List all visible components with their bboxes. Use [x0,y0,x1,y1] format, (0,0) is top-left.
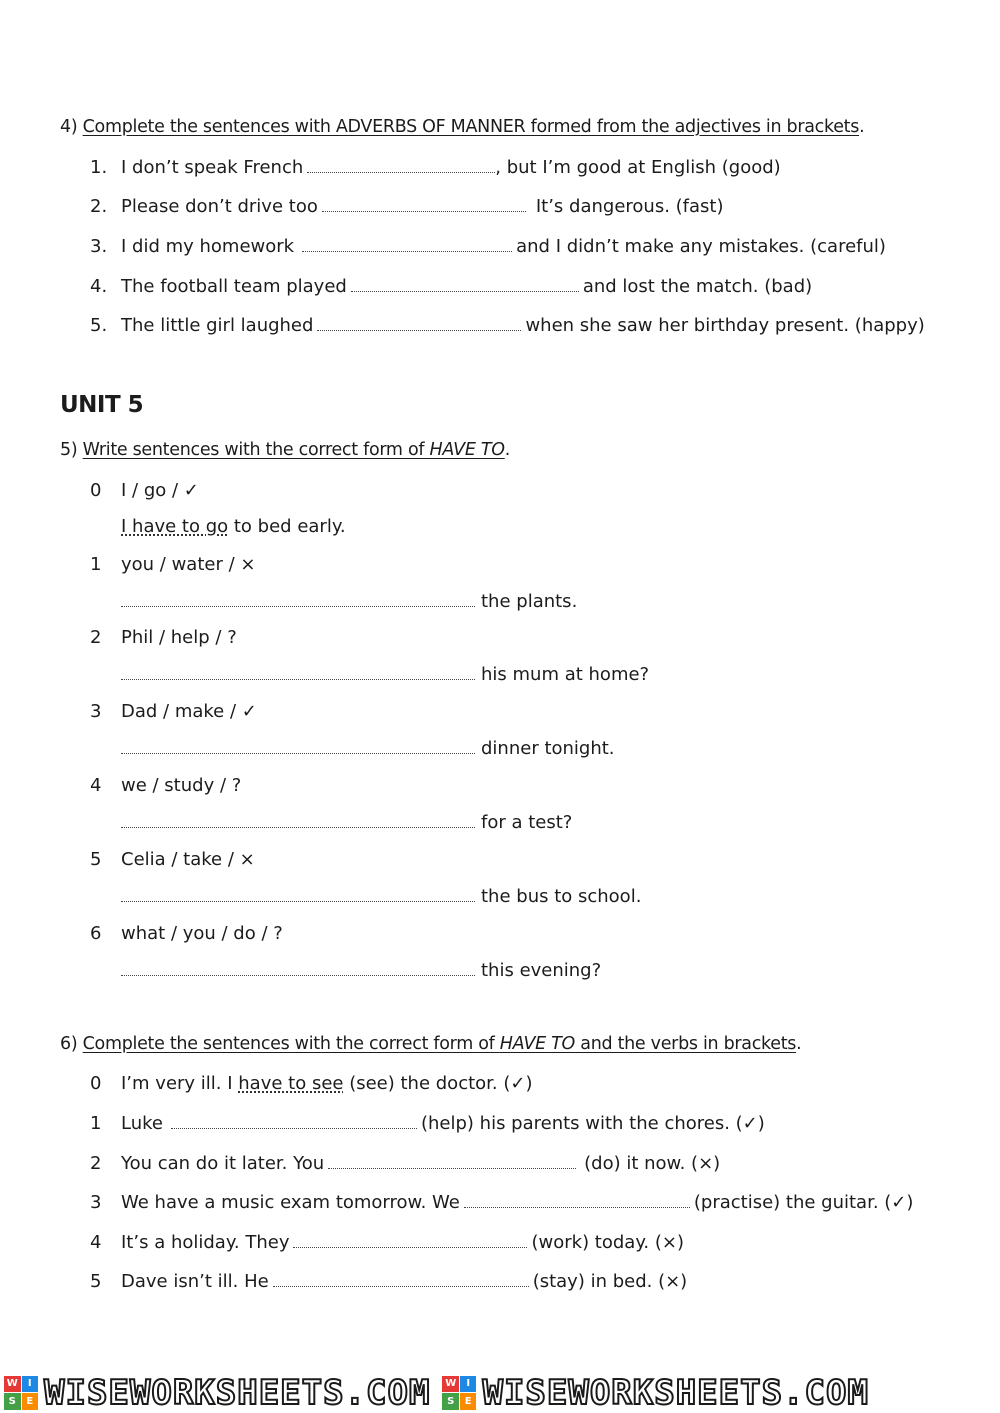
item-text-after: when she saw her birthday present. (happy) [525,315,925,336]
item-text-before: We have a music exam tomorrow. We [121,1192,460,1213]
example-answer: I have to go [121,516,229,537]
item-number: 3 [90,1192,102,1213]
item-text-before: The little girl laughed [121,315,314,336]
item-text-after: (practise) the guitar. (✓) [693,1192,914,1213]
exercise-6-number: 6) [60,1034,78,1054]
item-text-before: Please don’t drive too [121,196,318,217]
exercise-5-period: . [504,440,510,460]
brand-text: WISEWORKSHEETS.COM [482,1372,869,1413]
item-ending: this evening? [481,960,602,981]
item-number: 2. [90,196,108,217]
brand-logo-2 [442,1373,876,1413]
item-number: 2 [90,627,102,648]
answer-blank[interactable] [171,1127,417,1129]
exercise-4-instruction: Complete the sentences with ADVERBS OF MANNER formed from the adjectives in brackets [82,117,860,137]
item-ending: the bus to school. [481,886,642,907]
item-prompt: Dad / make / ✓ [121,701,257,722]
example-before: I’m very ill. I [121,1073,239,1094]
item-text-after: (do) it now. (×) [584,1153,721,1174]
logo-icon [4,1376,38,1410]
answer-blank[interactable] [328,1167,576,1169]
item-text-before: I did my homework [121,236,295,257]
answer-blank[interactable] [351,290,579,292]
answer-blank[interactable] [464,1206,690,1208]
exercise-4-period: . [859,117,865,137]
example-prompt: I / go / ✓ [121,480,199,501]
item-text-before: You can do it later. You [121,1153,325,1174]
answer-line[interactable] [121,974,475,976]
exercise-5-heading [60,440,510,460]
exercise-6-period: . [796,1034,802,1054]
answer-line[interactable] [121,900,475,902]
example-answer-line [121,516,346,537]
answer-line[interactable] [121,826,475,828]
item-text-before: I don’t speak French [121,157,304,178]
item-number: 4 [90,775,102,796]
item-number: 4 [90,1232,102,1253]
item-number: 5 [90,1271,102,1292]
answer-blank[interactable] [307,171,495,173]
answer-line[interactable] [121,752,475,754]
item-text-after: and lost the match. (bad) [582,276,813,297]
item-number: 1 [90,554,102,575]
logo-letter: W [4,1376,21,1393]
exercise-4-heading [60,117,864,137]
unit-title: UNIT 5 [60,392,144,418]
item-number: 5. [90,315,108,336]
item-text-after: and I didn’t make any mistakes. (careful) [516,236,886,257]
example-number: 0 [90,480,102,501]
item-prompt: we / study / ? [121,775,242,796]
example-answer: have to see [238,1073,344,1094]
example-after: (see) the doctor. (✓) [343,1073,533,1094]
answer-blank[interactable] [322,210,526,212]
item-number: 3 [90,701,102,722]
item-text-after: (work) today. (×) [531,1232,684,1253]
exercise-6-instruction-em: HAVE TO [499,1034,576,1054]
example-rest: to bed early. [228,516,346,537]
example-sentence [121,1073,532,1094]
logo-letter: I [460,1376,477,1393]
item-ending: his mum at home? [481,664,650,685]
footer-watermark [0,1372,1000,1413]
item-prompt: you / water / × [121,554,256,575]
answer-blank[interactable] [273,1285,529,1287]
item-number: 4. [90,276,108,297]
logo-letter: E [22,1393,39,1410]
item-text-before: The football team played [121,276,347,297]
logo-letter: W [442,1376,459,1393]
answer-line[interactable] [121,678,475,680]
item-ending: dinner tonight. [481,738,615,759]
exercise-6-heading [60,1034,801,1054]
item-text-after: It’s dangerous. (fast) [535,196,724,217]
answer-blank[interactable] [293,1246,527,1248]
item-number: 3. [90,236,108,257]
answer-blank[interactable] [317,329,521,331]
item-prompt: Celia / take / × [121,849,255,870]
item-number: 1. [90,157,108,178]
logo-letter: E [460,1393,477,1410]
item-number: 6 [90,923,102,944]
exercise-6-instruction-post: and the verbs in brackets [575,1034,797,1054]
exercise-6-instruction: Complete the sentences with the correct form of [82,1034,500,1054]
item-prompt: Phil / help / ? [121,627,237,648]
item-text-after: (help) his parents with the chores. (✓) [420,1113,765,1134]
logo-letter: I [22,1376,39,1393]
exercise-4-number: 4) [60,117,78,137]
item-ending: the plants. [481,591,578,612]
item-number: 1 [90,1113,102,1134]
exercise-5-number: 5) [60,440,78,460]
item-ending: for a test? [481,812,573,833]
item-text-before: Luke [121,1113,163,1134]
brand-logo-1 [4,1373,438,1413]
exercise-5-instruction: Write sentences with the correct form of [82,440,430,460]
item-text-after: , but I’m good at English (good) [495,157,781,178]
answer-line[interactable] [121,605,475,607]
answer-blank[interactable] [302,250,512,252]
item-text-before: It’s a holiday. They [121,1232,290,1253]
item-number: 2 [90,1153,102,1174]
logo-letter: S [4,1393,21,1410]
logo-letter: S [442,1393,459,1410]
brand-text: WISEWORKSHEETS.COM [44,1372,431,1413]
item-number: 5 [90,849,102,870]
item-text-before: Dave isn’t ill. He [121,1271,269,1292]
item-prompt: what / you / do / ? [121,923,283,944]
example-number: 0 [90,1073,102,1094]
exercise-5-instruction-em: HAVE TO [429,440,505,460]
logo-icon [442,1376,476,1410]
item-text-after: (stay) in bed. (×) [532,1271,688,1292]
